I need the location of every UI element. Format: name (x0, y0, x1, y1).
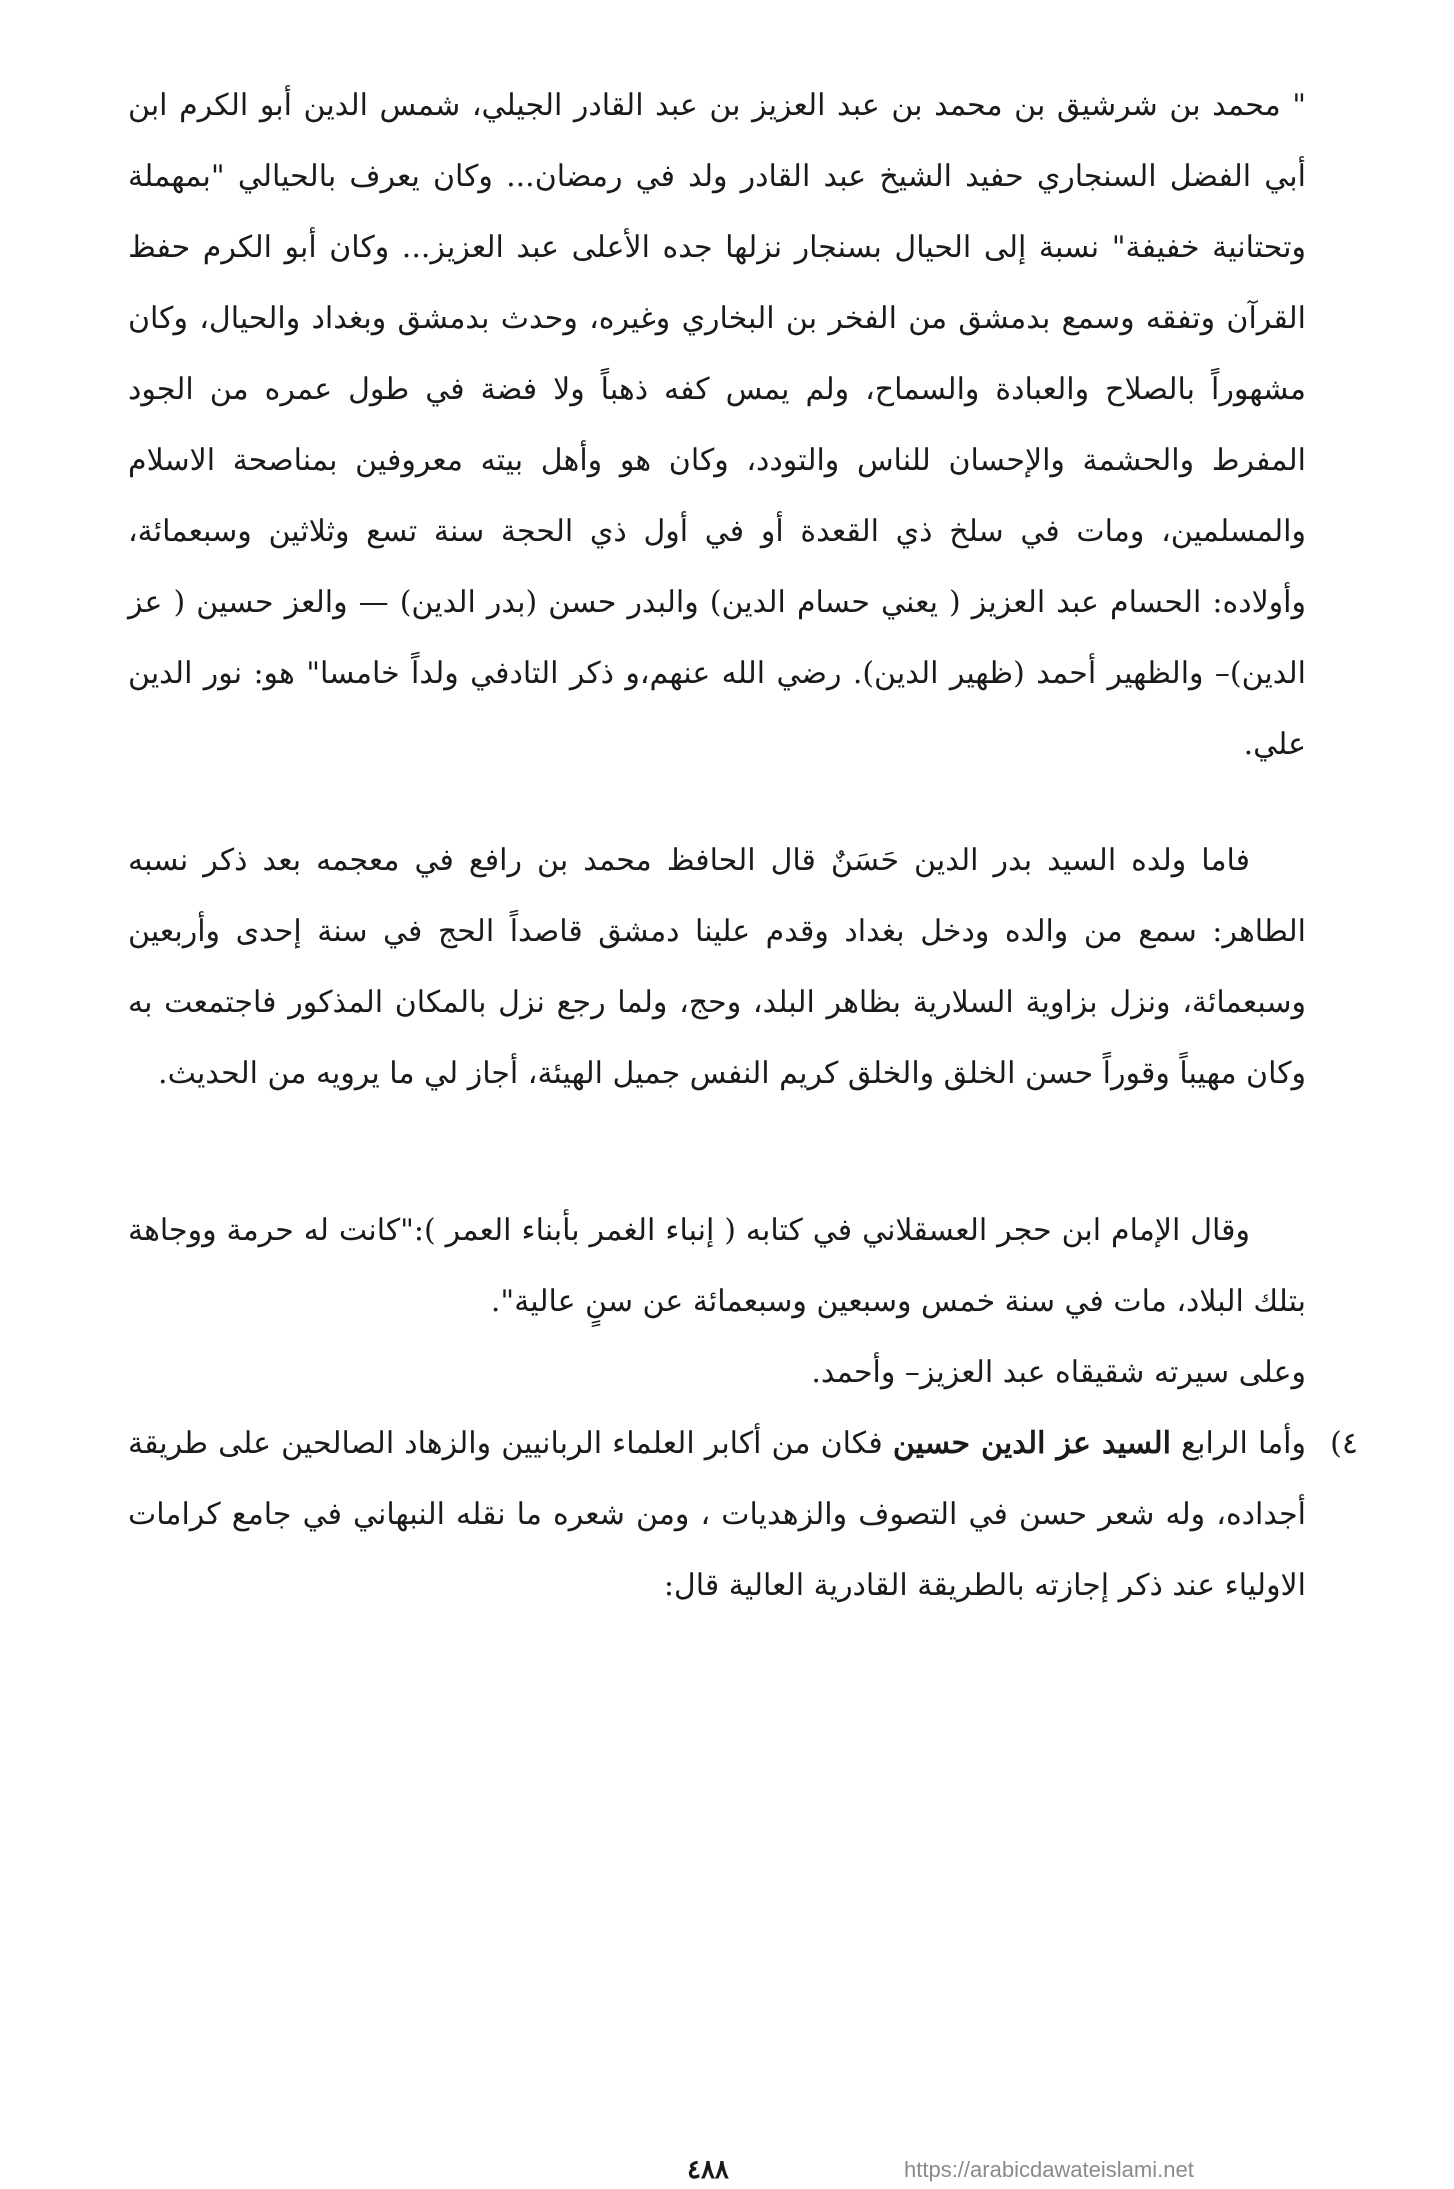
paragraph-fourth-son (128, 1408, 1358, 1621)
paragraph-text: وعلى سيرته شقيقاه عبد العزيز– وأحمد. (811, 1355, 1306, 1390)
paragraph-text (128, 1408, 1306, 1621)
paragraph-text: " محمد بن شرشيق بن محمد بن عبد العزيز بن عبد القادر الجيلي، شمس الدين أبو الكرم ابن أبي الفضل السنجاري حفيد الشيخ عبد القادر ولد في رمضان... وكان يعرف بالحيالي "بمهملة وتحتانية خفيفة" نسبة إلى الحيال بسنجار نزلها جده الأعلى عبد العزيز... وكان أبو الكرم حفظ القرآن وتفقه وسمع بدمشق من الفخر بن البخاري وغيره، وحدث بدمشق وبغداد والحيال، وكان مشهوراً بالصلاح والعبادة والسماح، ولم يمس كفه ذهباً ولا فضة في طول عمره من الجود المفرط والحشمة والإحسان للناس والتودد، وكان هو وأهل بيته معروفين بمناصحة الاسلام والمسلمين، ومات في سلخ ذي القعدة أو في أول ذي الحجة سنة تسع وثلاثين وسبعمائة، وأولاده: الحسام عبد العزيز ( يعني حسام الدين) والبدر حسن (بدر الدين) — والعز حسين ( عز الدين)– والظهير أحمد (ظهير الدين). رضي الله عنهم،و ذكر التادفي ولداً خامسا" هو: نور الدين علي. (128, 88, 1306, 762)
bold-name: السيد عز الدين حسين (892, 1426, 1172, 1461)
lead-text: وأما الرابع (1181, 1426, 1306, 1461)
paragraph-text: وقال الإمام ابن حجر العسقلاني في كتابه ( إنباء الغمر بأبناء العمر ):"كانت له حرمة ووجاهة بتلك البلاد، مات في سنة خمس وسبعين وسبعمائة عن سنٍ عالية". (128, 1213, 1306, 1319)
list-number: ٤) (1330, 1426, 1358, 1461)
paragraph-ibn-hajar-quote (128, 1195, 1306, 1337)
page-number: ٤٨٨ (687, 2155, 729, 2185)
watermark-url: https://arabicdawateislami.net (904, 2157, 1194, 2182)
paragraph-biography (128, 70, 1306, 780)
rest-text: فكان من أكابر العلماء الربانيين والزهاد الصالحين على طريقة أجداده، وله شعر حسن في التصوف والزهديات ، ومن شعره ما نقله النبهاني في جامع كرامات الاولياء عند ذكر إجازته بالطريقة القادرية العالية قال: (128, 1426, 1306, 1603)
paragraph-text: فاما ولده السيد بدر الدين حَسَنٌ قال الحافظ محمد بن رافع في معجمه بعد ذكر نسبه الطاهر: سمع من والده ودخل بغداد وقدم علينا دمشق قاصداً الحج في سنة إحدى وأربعين وسبعمائة، ونزل بزاوية السلارية بظاهر البلد، وحج، ولما رجع نزل بالمكان المذكور فاجتمعت به وكان مهيباً وقوراً حسن الخلق والخلق كريم النفس جميل الهيئة، أجاز لي ما يرويه من الحديث. (128, 843, 1306, 1091)
paragraph-brothers (128, 1337, 1306, 1408)
paragraph-son-badr-al-din (128, 825, 1306, 1109)
